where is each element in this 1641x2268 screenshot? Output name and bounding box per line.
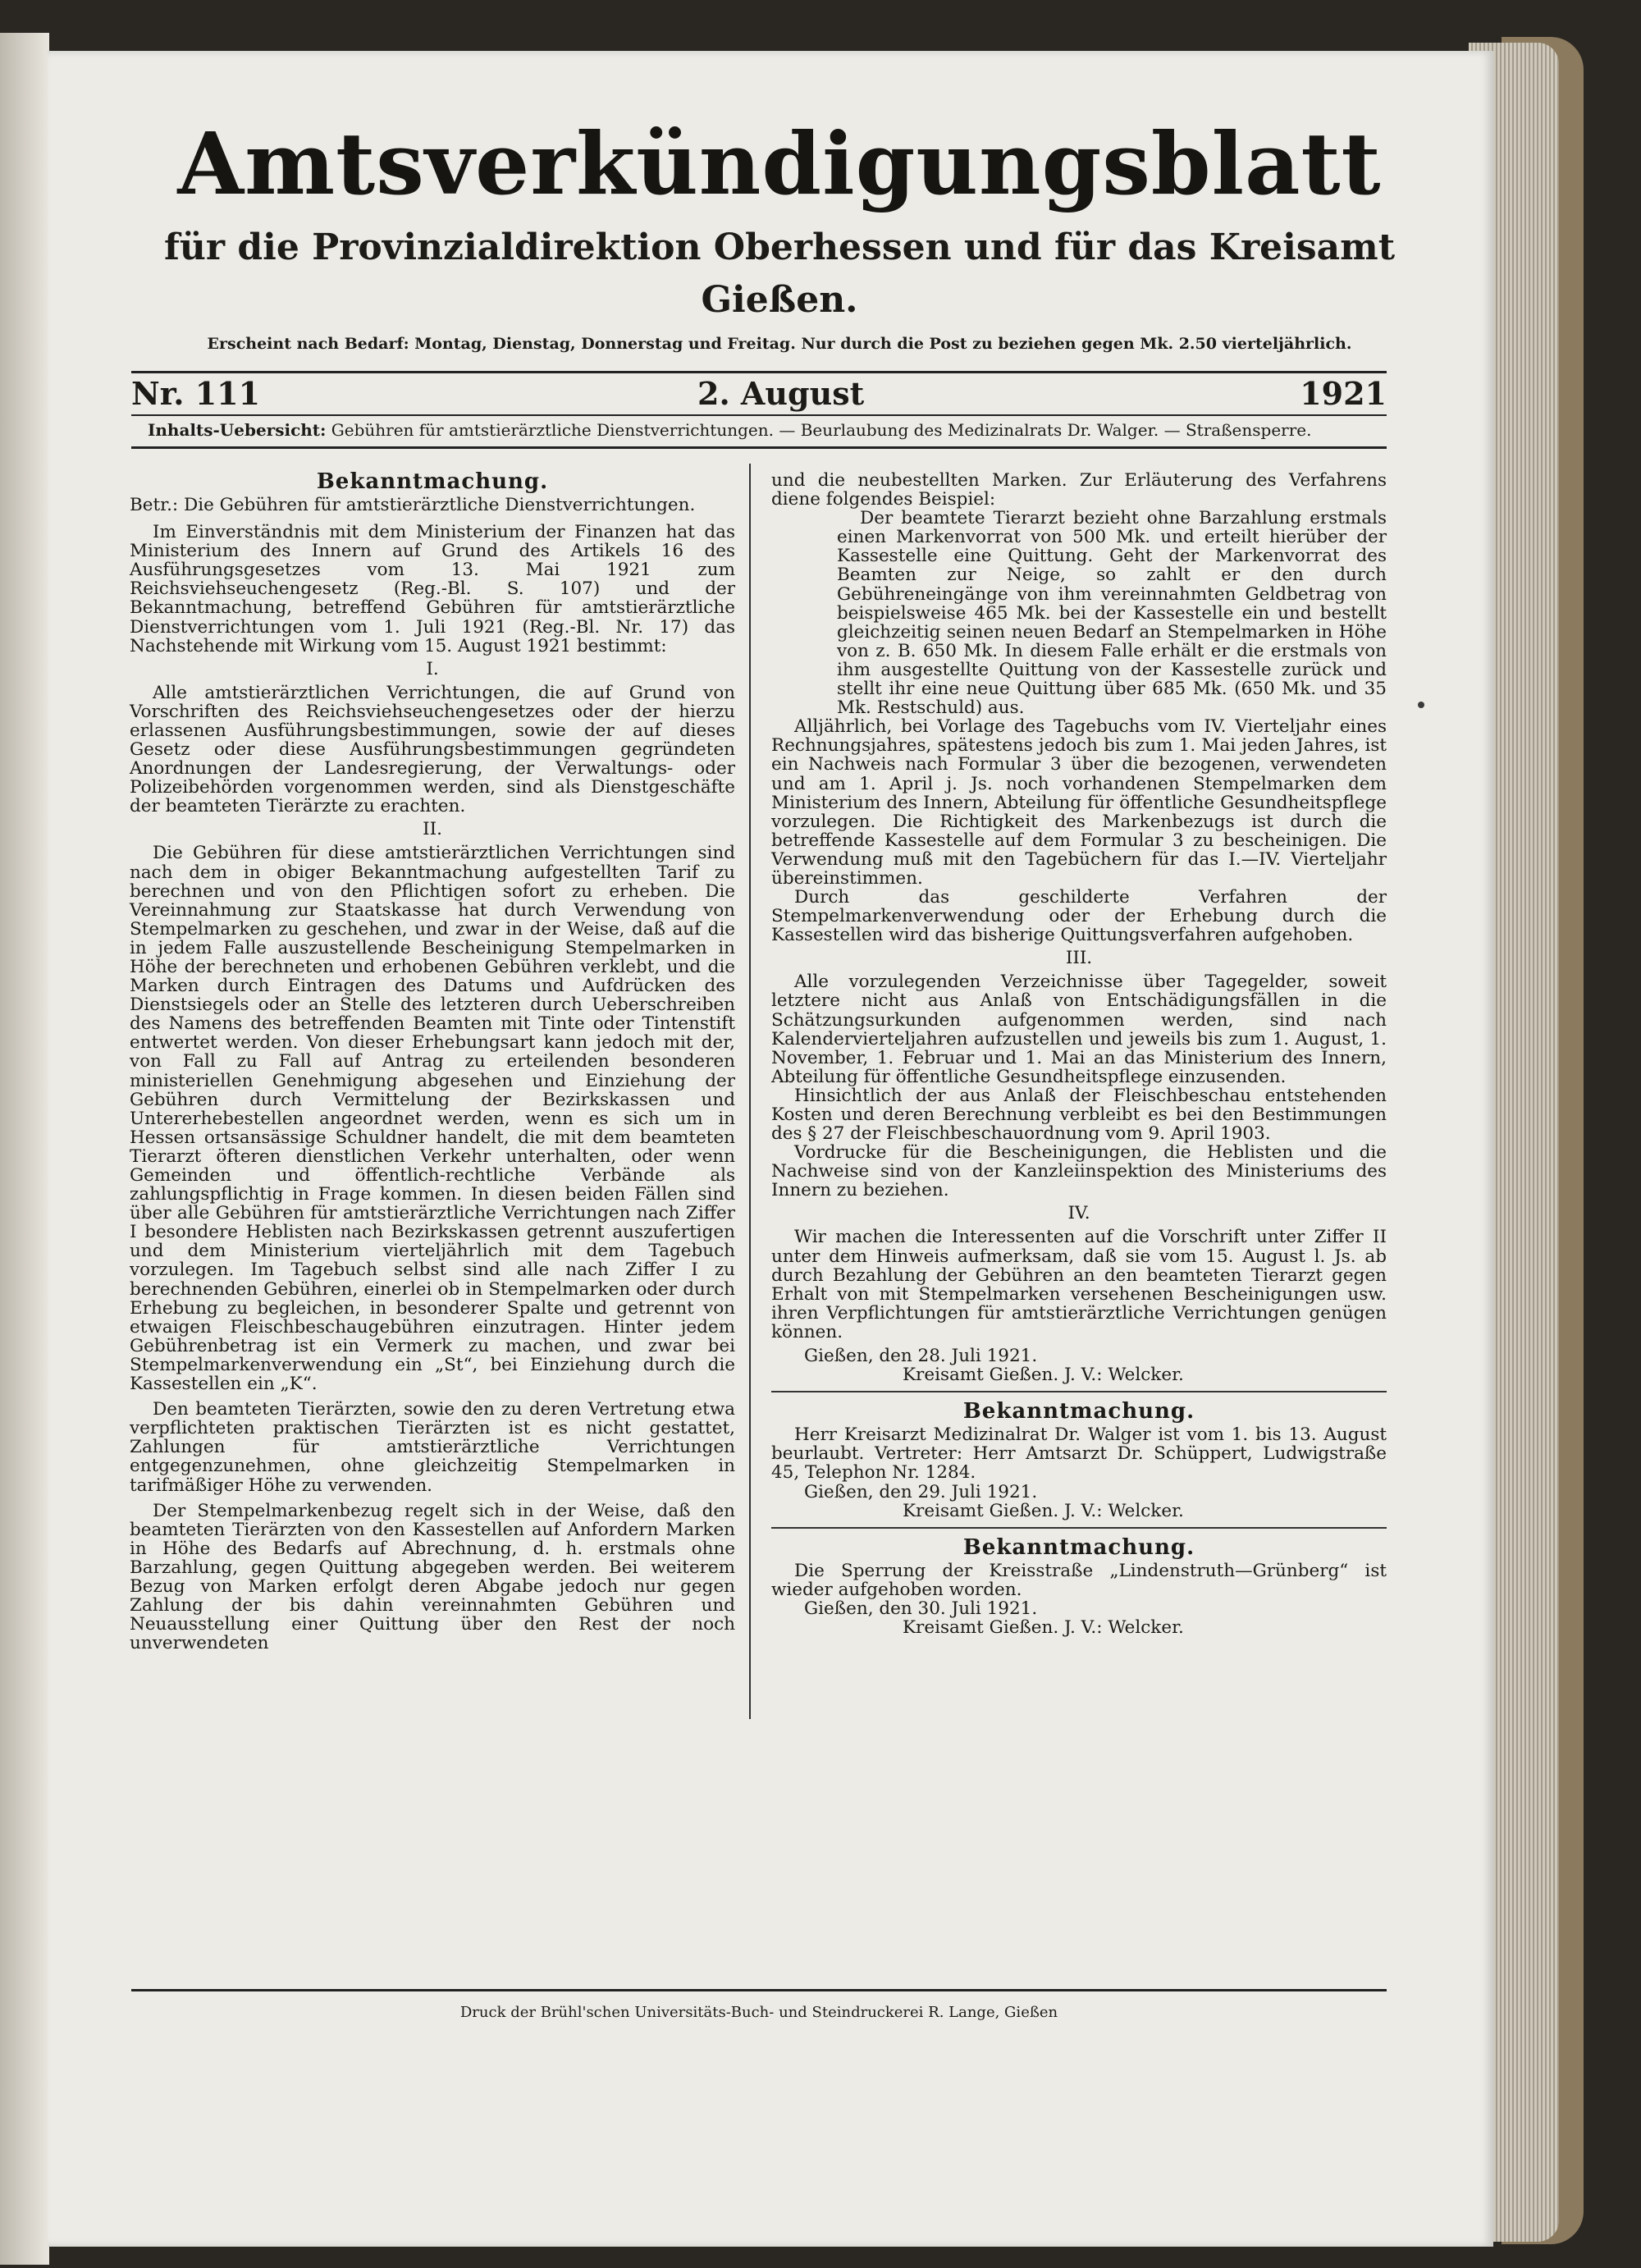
article-3-text: Die Sperrung der Kreisstraße „Lindenstruth—Grünberg“ ist wieder aufgehoben worden. [771,1560,1387,1600]
publication-schedule: Erscheint nach Bedarf: Montag, Dienstag, Donnerstag und Freitag. Nur durch die Post zu beziehen gegen Mk. 2.50 vierteljährlich. [207,335,1352,353]
contents-label: Inhalts-Uebersicht: [148,420,327,440]
table-of-contents [148,417,1387,443]
section-2-paragraph-1: Die Gebühren für diese amtstierärztlichen Verrichtungen sind nach dem in obiger Bekanntmachung aufgestellten Tarif zu berechnen und von den Pflichtigen sofort zu erheben. Die Vereinnahmung zur Staatskasse hat durch Verwendung von Stempelmarken zu geschehen, und zwar in der Weise, daß auf die in jedem Falle auszustellende Bescheinigung Stempelmarken in Höhe der berechneten und erhobenen Gebühren verklebt, und die Marken durch Eintragen des Datums und Aufdrücken des Dienstsiegels oder an Stelle des letzteren durch Ueberschreiben des Namens des betreffenden Beamten mit Tinte oder Tintenstift entwertet werden. Von dieser Erhebungsart kann jedoch mit der, von Fall zu Fall auf Antrag zu erteilenden besonderen ministeriellen Genehmigung abgesehen und Einziehung der Gebühren durch Vermittelung der Bezirkskassen und Untererhebestellen angeordnet werden, wenn es sich um in Hessen ortsansässige Schuldner handelt, die mit dem beamteten Tierarzt öfteren dienstlichen Verkehr unterhalten, oder wenn Gemeinden und öffentlich-rechtliche Verbände als zahlungspflichtig in Frage kommen. In diesen beiden Fällen sind über alle Gebühren für amtstierärztliche Verrichtungen nach Ziffer I besondere Heblisten nach Bezirkskassen getrennt auszufertigen und dem Ministerium vierteljährlich mit dem Tagebuch vorzulegen. Im Tagebuch selbst sind alle nach Ziffer I zu berechnenden Gebühren, einerlei ob in Stempelmarken oder durch Erhebung zu begleichen, in besonderer Spalte und getrennt von etwaigen Fleischbeschaugebühren einzutragen. Hinter jedem Gebührenbetrag ist ein Vermerk zu machen, und zwar bei Stempelmarkenverwendung ein „St“, bei Einziehung durch die Kassestellen ein „K“. [130,843,735,1395]
contents-rule [131,446,1387,449]
section-3-number: III. [1065,948,1093,969]
masthead-subtitle: für die Provinzialdirektion Oberhessen und für das Kreisamt Gießen. [163,226,1396,321]
article-1-place-date: Gießen, den 28. Juli 1921. [804,1346,1038,1367]
section-2-paragraph-2: Den beamteten Tierärzten, sowie den zu deren Vertretung etwa verpflichteten praktischen Tierärzten ist es nicht gestattet, Zahlungen für amtstierärztliche Verrichtungen entgegenzunehmen, ohne gleichzeitig Stempelmarken in tarifmäßiger Höhe zu verwenden. [130,1399,735,1496]
right-column [771,471,1387,1637]
issue-line [131,371,1387,416]
ink-spot [1418,702,1424,708]
section-1-number: I. [426,658,439,679]
column-divider [749,464,751,1719]
section-2-number: II. [423,819,442,840]
book-binding-left [0,33,49,2265]
article-2-heading: Bekanntmachung. [962,1399,1195,1424]
issue-number: Nr. 111 [131,375,261,412]
article-2-place-date: Gießen, den 29. Juli 1921. [804,1481,1038,1502]
issue-date: 2. August [697,375,865,412]
section-3-paragraph-2: Hinsichtlich der aus Anlaß der Fleischbeschau entstehenden Kosten und deren Berechnung verbleibt es bei den Bestimmungen des § 27 der Fleischbeschauordnung vom 9. April 1903. [771,1085,1387,1145]
footer-rule [131,1989,1387,1991]
article-2-text: Herr Kreisarzt Medizinalrat Dr. Walger ist vom 1. bis 13. August beurlaubt. Vertreter: Herr Amtsarzt Dr. Schüppert, Ludwigstraße 45, Telephon Nr. 1284. [771,1424,1387,1484]
article-2-signature: Kreisamt Gießen. J. V.: Welcker. [903,1500,1184,1521]
contents-text: Gebühren für amtstierärztliche Dienstverrichtungen. — Beurlaubung des Medizinalrats Dr. Walger. — Straßensperre. [331,420,1312,440]
issue-year: 1921 [1300,375,1387,412]
left-column [130,468,735,1653]
article-3-place-date: Gießen, den 30. Juli 1921. [804,1598,1038,1619]
masthead-title: Amtsverkündigungsblatt [177,113,1382,214]
article-1-signature: Kreisamt Gießen. J. V.: Welcker. [903,1365,1184,1386]
annual-report-paragraph: Alljährlich, bei Vorlage des Tagebuchs vom IV. Vierteljahr eines Rechnungsjahres, spätestens jedoch bis zum 1. Mai jeden Jahres, ist ein Nachweis nach Formular 3 über die bezogenen, verwendeten und am 1. April j. Js. noch vorhandenen Stempelmarken dem Ministerium des Innern, Abteilung für öffentliche Gesundheitspflege vorzulegen. Die Richtigkeit des Markenbezugs ist durch die betreffende Kassestelle auf dem Formular 3 zu bescheinigen. Die Verwendung muß mit den Tagebüchern für das I.—IV. Vierteljahr übereinstimmen. [771,716,1387,889]
section-2-paragraph-3: Der Stempelmarkenbezug regelt sich in der Weise, daß den beamteten Tierärzten von den Kassestellen auf Anfordern Marken in Höhe des Bedarfs auf Abrechnung, d. h. erstmals ohne Barzahlung, gegen Quittung abgegeben werden. Bei weiterem Bezug von Marken erfolgt deren Abgabe jedoch nur gegen Zahlung der bis dahin vereinnahmten Gebühren und Neuausstellung einer Quittung über den Rest der noch unverwendeten [130,1500,735,1654]
article-1-intro: Im Einverständnis mit dem Ministerium der Finanzen hat das Ministerium des Innern auf Grund des Artikels 16 des Ausführungsgesetzes vom 13. Mai 1921 zum Reichsviehseuchengesetz (Reg.-Bl. S. 107) und der Bekanntmachung, betreffend Gebühren für amtstierärztliche Dienstverrichtungen vom 1. Juli 1921 (Reg.-Bl. Nr. 17) das Nachstehende mit Wirkung vom 15. August 1921 bestimmt: [130,522,735,656]
section-1-text: Alle amtstierärztlichen Verrichtungen, die auf Grund von Vorschriften des Reichsviehseuchengesetzes oder der hierzu erlassenen Ausführungsbestimmungen, sowie der auf dieses Gesetz oder diese Ausführungsbestimmungen gegründeten Anordnungen der Landesregierung, der Verwaltungs- oder Polizeibehörden vorgenommen werden, sind als Dienstgeschäfte der beamteten Tierärzte zu erachten. [130,682,735,817]
procedure-paragraph: Durch das geschilderte Verfahren der Stempelmarkenverwendung oder der Erhebung durch die Kassestellen wird das bisherige Quittungsverfahren aufgehoben. [771,887,1387,946]
section-3-paragraph-1: Alle vorzulegenden Verzeichnisse über Tagegelder, soweit letztere nicht aus Anlaß von Entschädigungsfällen in die Schätzungsurkunden aufgenommen werden, sind nach Kalendervierteljahren aufzustellen und jeweils bis zum 1. August, 1. November, 1. Februar und 1. Mai an das Ministerium des Innern, Abteilung für öffentliche Gesundheitspflege einzusenden. [771,972,1387,1087]
article-3-signature: Kreisamt Gießen. J. V.: Welcker. [903,1616,1184,1638]
example-block: Der beamtete Tierarzt bezieht ohne Barzahlung erstmals einen Markenvorrat von 500 Mk. und erteilt hierüber der Kassestelle eine Quittung. Geht der Markenvorrat des Beamten zur Neige, so zahlt er den durch Gebühreneingänge von ihm vereinnahmten Geldbetrag von beispielsweise 465 Mk. bei der Kassestelle ein und bestellt gleichzeitig seinen neuen Bedarf an Stempelmarken in Höhe von z. B. 650 Mk. In diesem Falle erhält er die erstmals von ihm ausgestellte Quittung von der Kassestelle zurück und stellt ihr eine neue Quittung über 685 Mk. (650 Mk. und 35 Mk. Restschuld) aus. [837,508,1387,719]
article-separator-1 [771,1391,1387,1392]
article-3-heading: Bekanntmachung. [962,1534,1195,1560]
article-1-subject: Betr.: Die Gebühren für amtstierärztliche Dienstverrichtungen. [130,495,696,515]
section-3-paragraph-3: Vordrucke für die Bescheinigungen, die Heblisten und die Nachweise sind von der Kanzleiinspektion des Ministeriums des Innern zu beziehen. [771,1142,1387,1201]
article-1-heading: Bekanntmachung. [316,469,549,494]
section-4-number: IV. [1067,1203,1090,1224]
masthead [115,107,1444,356]
article-separator-2 [771,1527,1387,1529]
printer-imprint: Druck der Brühl'schen Universitäts-Buch- und Steindruckerei R. Lange, Gießen [459,2004,1058,2021]
article-1-continuation: und die neubestellten Marken. Zur Erläuterung des Verfahrens diene folgendes Beispiel: [771,470,1387,510]
section-4-text: Wir machen die Interessenten auf die Vorschrift unter Ziffer II unter dem Hinweis aufmerksam, daß sie vom 15. August l. Js. ab durch Bezahlung der Gebühren an den beamteten Tierarzt gegen Erhalt von mit Stempelmarken versehenen Bescheinigungen usw. ihren Verpflichtungen für amtstierärztliche Verrichtungen genügen können. [771,1227,1387,1342]
